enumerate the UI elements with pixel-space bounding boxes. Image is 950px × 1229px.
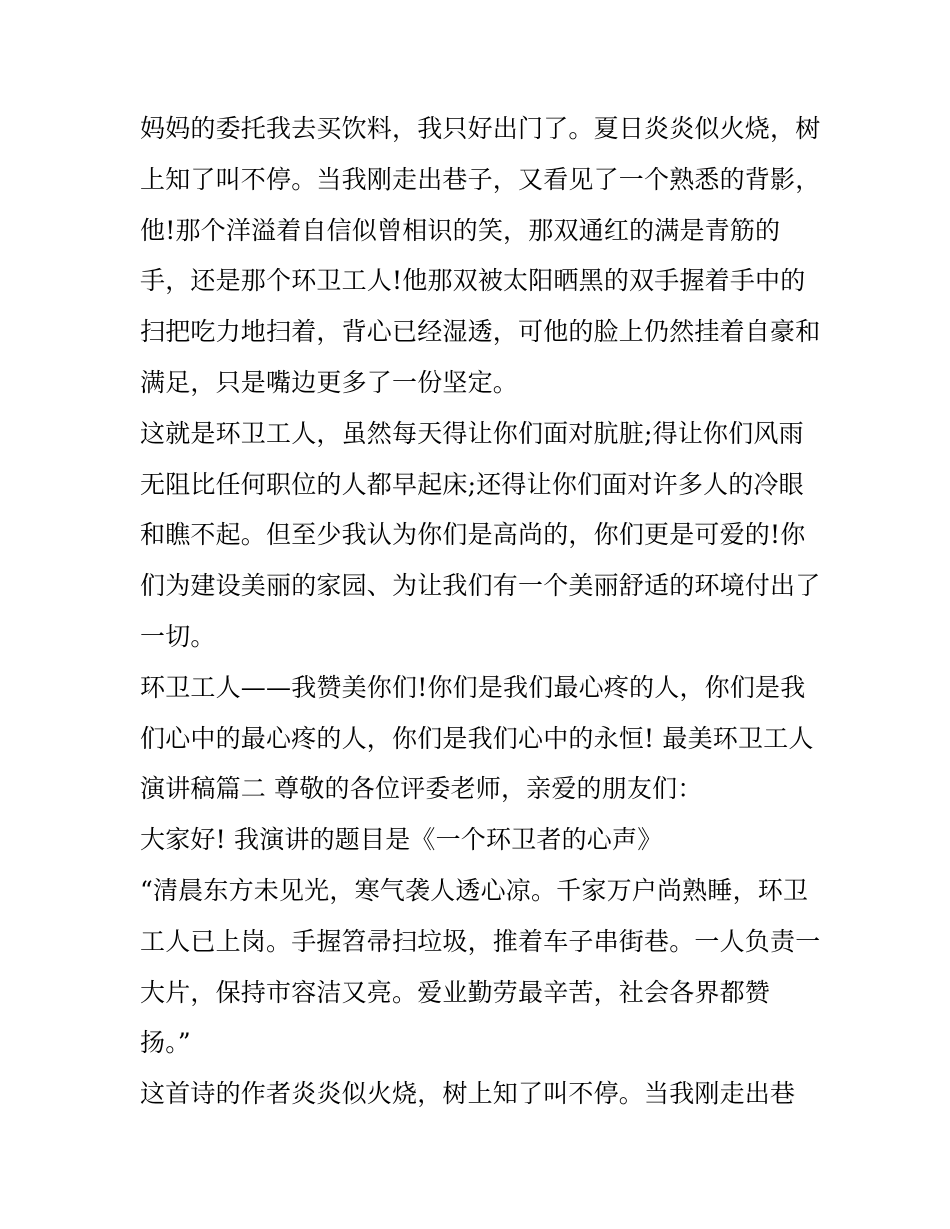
text-line: 上知了叫不停。当我刚走出巷子，又看见了一个熟悉的背影， [140, 164, 821, 194]
text-line: 大家好! 我演讲的题目是《一个环卫者的心声》 [140, 825, 663, 855]
text-line: 手，还是那个环卫工人!他那双被太阳晒黑的双手握着手中的 [140, 266, 806, 296]
text-line: 们心中的最心疼的人，你们是我们心中的永恒! 最美环卫工人 [140, 723, 814, 753]
text-line: 环卫工人——我赞美你们!你们是我们最心疼的人，你们是我 [140, 672, 806, 702]
text-line: 和瞧不起。但至少我认为你们是高尚的，你们更是可爱的!你 [140, 520, 806, 550]
document-body [140, 104, 820, 1120]
text-line: 这首诗的作者炎炎似火烧，树上知了叫不停。当我刚走出巷 [140, 1079, 796, 1109]
text-line: 满足，只是嘴边更多了一份坚定。 [140, 367, 519, 397]
text-line: 这就是环卫工人，虽然每天得让你们面对肮脏;得让你们风雨 [140, 418, 804, 448]
text-line: 扬。” [140, 1028, 191, 1058]
text-line: 他!那个洋溢着自信似曾相识的笑，那双通红的满是青筋的 [140, 215, 781, 245]
text-line: 大片，保持市容洁又亮。爱业勤劳最辛苦，社会各界都赞 [140, 977, 771, 1007]
text-line: 们为建设美丽的家园、为让我们有一个美丽舒适的环境付出了 [140, 571, 821, 601]
text-line: “清晨东方未见光，寒气袭人透心凉。千家万户尚熟睡，环卫 [140, 875, 809, 905]
text-line: 妈妈的委托我去买饮料，我只好出门了。夏日炎炎似火烧，树 [140, 114, 821, 143]
text-line: 演讲稿篇二 尊敬的各位评委老师，亲爱的朋友们： [140, 774, 703, 804]
text-line: 无阻比任何职位的人都早起床;还得让你们面对许多人的冷眼 [140, 469, 804, 499]
text-line: 工人已上岗。手握笤帚扫垃圾，推着车子串街巷。一人负责一 [140, 926, 821, 956]
text-line: 一切。 [140, 621, 216, 651]
text-line: 扫把吃力地扫着，背心已经湿透，可他的脸上仍然挂着自豪和 [140, 317, 821, 347]
